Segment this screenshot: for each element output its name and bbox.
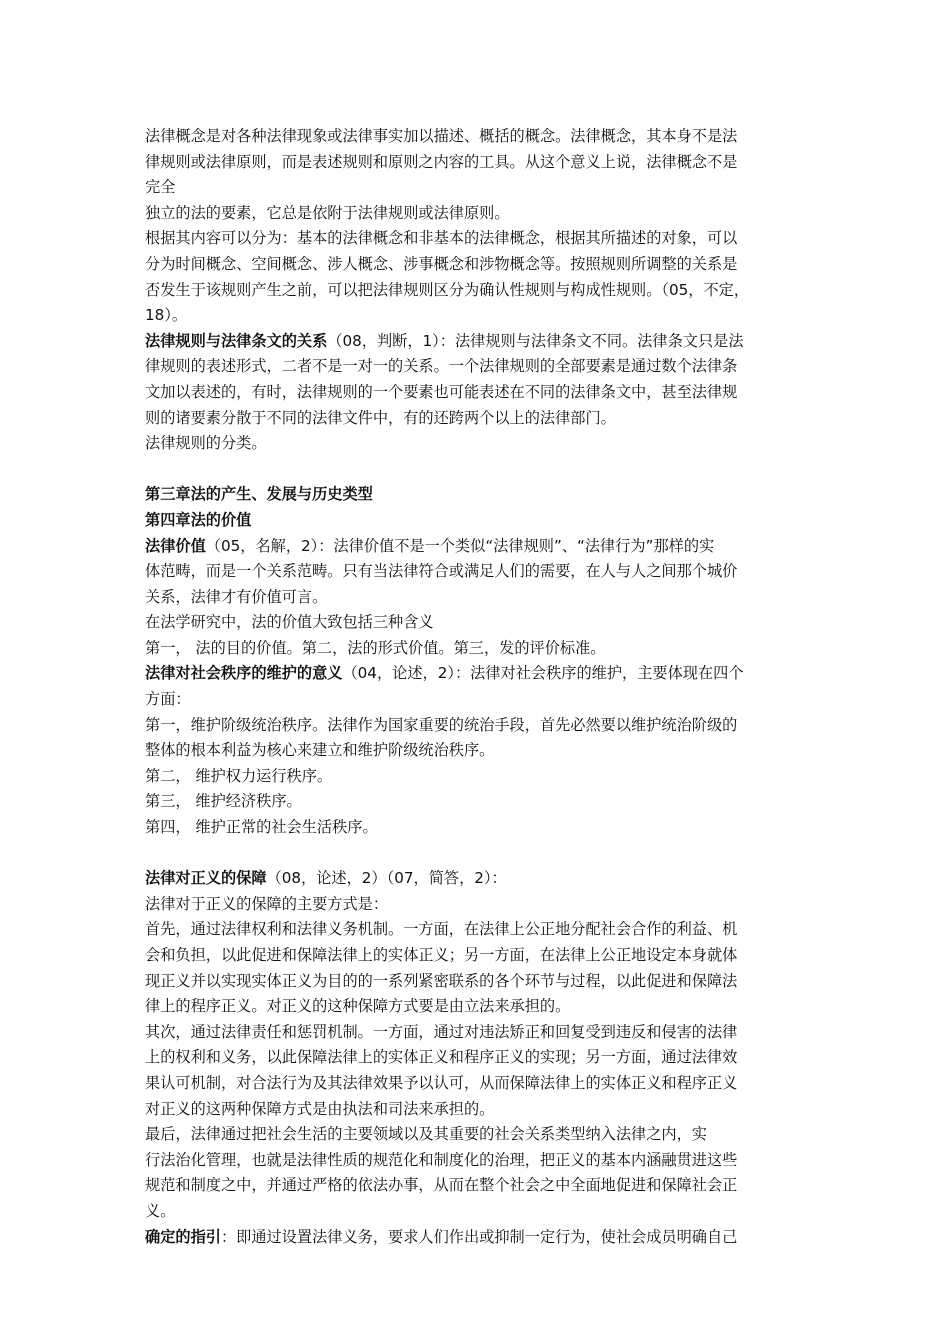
text-line bbox=[145, 150, 825, 176]
line-text: ：即通过设置法律义务，要求人们作出或抑制一定行为，使社会成员明确自己 bbox=[220, 1227, 738, 1246]
bold-term: 法律价值 bbox=[145, 536, 206, 555]
text-line bbox=[145, 636, 825, 662]
text-line bbox=[145, 943, 825, 969]
line-text: 最后，法律通过把社会生活的主要领域以及其重要的社会关系类型纳入法律之内，实 bbox=[145, 1125, 707, 1144]
line-text: 第四， 维护正常的社会生活秩序。 bbox=[145, 818, 378, 837]
bold-term: 第三章法的产生、发展与历史类型 bbox=[145, 485, 373, 504]
line-text: 法律概念是对各种法律现象或法律事实加以描述、概括的概念。法律概念，其本身不是法 bbox=[145, 127, 738, 145]
line-text: 体范畴，而是一个关系范畴。只有当法律符合或满足人们的需要，在人与人之间那个城价 bbox=[145, 562, 738, 581]
text-line bbox=[145, 278, 825, 304]
line-text: 完全 bbox=[145, 178, 176, 197]
text-line bbox=[145, 303, 825, 329]
text-line bbox=[145, 687, 825, 713]
text-line bbox=[145, 1097, 825, 1123]
text-line bbox=[145, 559, 825, 585]
line-text: 律规则的表述形式，二者不是一对一的关系。一个法律规则的全部要素是通过数个法律条 bbox=[145, 357, 738, 376]
bold-term: 法律对正义的保障 bbox=[145, 869, 267, 888]
line-text: 律上的程序正义。对正义的这种保障方式要是由立法来承担的。 bbox=[145, 997, 571, 1016]
line-text: 第一， 法的目的价值。第二，法的形式价值。第三，发的评价标准。 bbox=[145, 638, 606, 657]
line-text: 第一，维护阶级统治秩序。法律作为国家重要的统治手段，首先必然要以维护统治阶级的 bbox=[145, 715, 738, 734]
text-line bbox=[145, 610, 825, 636]
line-text: 否发生于该规则产生之前，可以把法律规则区分为确认性规则与构成性规则。（05，不定， bbox=[145, 280, 750, 299]
text-line bbox=[145, 917, 825, 943]
text-line bbox=[145, 354, 825, 380]
line-text: 法律规则的分类。 bbox=[145, 434, 267, 453]
line-text: （05，名解，2）：法律价值不是一个类似“法律规则”、“法律行为”那样的实 bbox=[205, 536, 715, 555]
blank-line bbox=[145, 457, 825, 483]
heading-line bbox=[145, 482, 825, 508]
text-line bbox=[145, 431, 825, 457]
text-line bbox=[145, 713, 825, 739]
line-text: 分为时间概念、空间概念、涉人概念、涉事概念和涉物概念等。按照规则所调整的关系是 bbox=[145, 254, 738, 273]
line-text: 则的诸要素分散于不同的法律文件中，有的还跨两个以上的法律部门。 bbox=[145, 408, 616, 427]
text-line bbox=[145, 815, 825, 841]
line-text: 关系，法律才有价值可言。 bbox=[145, 587, 328, 606]
line-text: 根据其内容可以分为：基本的法律概念和非基本的法律概念，根据其所描述的对象，可以 bbox=[145, 229, 738, 248]
line-text: 第三， 维护经济秩序。 bbox=[145, 792, 302, 811]
line-text: 独立的法的要素，它总是依附于法律规则或法律原则。 bbox=[145, 203, 510, 222]
document-page bbox=[145, 124, 825, 1250]
line-text: 上的权利和义务，以此保障法律上的实体正义和程序正义的实现；另一方面，通过法律效 bbox=[145, 1048, 738, 1067]
text-line bbox=[145, 380, 825, 406]
line-text: 行法治化管理，也就是法律性质的规范化和制度化的治理，把正义的基本内涵融贯进这些 bbox=[145, 1150, 738, 1169]
line-text: 文加以表述的，有时，法律规则的一个要素也可能表述在不同的法律条文中，甚至法律规 bbox=[145, 382, 738, 401]
line-text: 规范和制度之中，并通过严格的依法办事，从而在整个社会之中全面地促进和保障社会正 bbox=[145, 1176, 738, 1195]
heading-line bbox=[145, 534, 825, 560]
text-line bbox=[145, 406, 825, 432]
bold-term: 法律规则与法律条文的关系 bbox=[145, 331, 328, 350]
line-text: 18）。 bbox=[145, 306, 188, 325]
line-text: （08，论述，2）（07，简答，2）： bbox=[266, 869, 507, 888]
text-line bbox=[145, 1199, 825, 1225]
text-line bbox=[145, 764, 825, 790]
heading-line bbox=[145, 1225, 825, 1251]
line-text: 会和负担，以此促进和保障法律上的实体正义；另一方面，在法律上公正地设定本身就体 bbox=[145, 946, 738, 964]
line-text: 在法学研究中，法的价值大致包括三种含义 bbox=[145, 613, 434, 632]
text-line bbox=[145, 226, 825, 252]
line-text: 方面： bbox=[145, 690, 191, 709]
heading-line bbox=[145, 866, 825, 892]
heading-line bbox=[145, 508, 825, 534]
text-line bbox=[145, 585, 825, 611]
line-text: 果认可机制，对合法行为及其法律效果予以认可，从而保障法律上的实体正义和程序正义 bbox=[145, 1073, 738, 1092]
text-line bbox=[145, 1071, 825, 1097]
line-text: 第二， 维护权力运行秩序。 bbox=[145, 766, 333, 785]
line-text: 现正义并以实现实体正义为目的的一系列紧密联系的各个环节与过程，以此促进和保障法 bbox=[145, 971, 738, 990]
bold-term: 法律对社会秩序的维护的意义 bbox=[145, 664, 343, 683]
text-line bbox=[145, 1045, 825, 1071]
line-text: （08，判断，1）：法律规则与法律条文不同。法律条文只是法 bbox=[327, 331, 744, 350]
line-text: 对正义的这两种保障方式是由执法和司法来承担的。 bbox=[145, 1099, 495, 1118]
blank-line bbox=[145, 841, 825, 867]
text-line bbox=[145, 1020, 825, 1046]
line-text: 法律对于正义的保障的主要方式是： bbox=[145, 894, 388, 913]
text-line bbox=[145, 1148, 825, 1174]
line-text: 律规则或法律原则，而是表述规则和原则之内容的工具。从这个意义上说，法律概念不是 bbox=[145, 152, 738, 171]
line-text: 其次，通过法律责任和惩罚机制。一方面，通过对违法矫正和回复受到违反和侵害的法律 bbox=[145, 1022, 738, 1041]
line-text: 首先，通过法律权利和法律义务机制。一方面，在法律上公正地分配社会合作的利益、机 bbox=[145, 920, 738, 939]
bold-term: 确定的指引 bbox=[145, 1227, 221, 1246]
text-line bbox=[145, 969, 825, 995]
text-line bbox=[145, 175, 825, 201]
text-line bbox=[145, 201, 825, 227]
text-line bbox=[145, 1122, 825, 1148]
line-text: 整体的根本利益为核心来建立和维护阶级统治秩序。 bbox=[145, 741, 495, 760]
heading-line bbox=[145, 661, 825, 687]
text-line bbox=[145, 738, 825, 764]
line-text: （04，论述，2）：法律对社会秩序的维护，主要体现在四个 bbox=[342, 664, 744, 683]
heading-line bbox=[145, 329, 825, 355]
text-line bbox=[145, 994, 825, 1020]
line-text: 义。 bbox=[145, 1201, 176, 1220]
text-line bbox=[145, 1173, 825, 1199]
text-line bbox=[145, 252, 825, 278]
text-line bbox=[145, 789, 825, 815]
bold-term: 第四章法的价值 bbox=[145, 510, 252, 529]
text-line bbox=[145, 124, 825, 150]
text-line bbox=[145, 892, 825, 918]
